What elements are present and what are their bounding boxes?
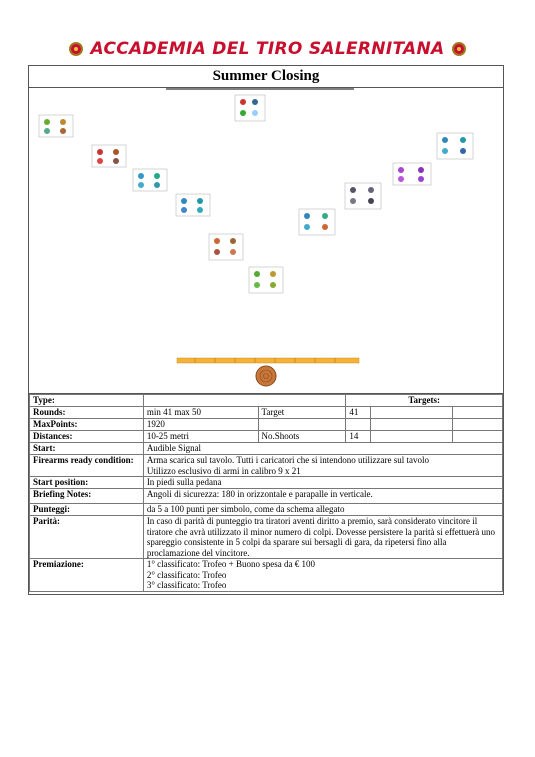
distances-label: Distances: bbox=[30, 431, 144, 443]
detail-row-rounds bbox=[30, 407, 503, 419]
punteggi-value: da 5 a 100 punti per simbolo, come da schema allegato bbox=[143, 504, 502, 516]
detail-row-start bbox=[30, 443, 503, 455]
rounds-label: Rounds: bbox=[30, 407, 144, 419]
empty-cell bbox=[453, 419, 503, 431]
empty-cell bbox=[453, 407, 503, 419]
empty-cell bbox=[346, 419, 371, 431]
prize-line: 2° classificato: Trofeo bbox=[146, 569, 227, 580]
detail-row-punteggi bbox=[30, 504, 503, 516]
type-value bbox=[143, 395, 346, 407]
detail-row-parita bbox=[30, 516, 503, 559]
noshoots-value: 14 bbox=[346, 431, 371, 443]
distances-value: 10-25 metri bbox=[143, 431, 258, 443]
parita-label: Parità: bbox=[30, 516, 144, 559]
maxpoints-label: MaxPoints: bbox=[30, 419, 144, 431]
punteggi-label: Punteggi: bbox=[30, 504, 144, 516]
target-group bbox=[345, 183, 381, 209]
detail-row-briefing bbox=[30, 489, 503, 504]
stage-diagram bbox=[29, 87, 503, 394]
target-group bbox=[176, 194, 210, 216]
startpos-label: Start position: bbox=[30, 477, 144, 489]
premiazione-label: Premiazione: bbox=[30, 559, 144, 592]
rounds-value: min 41 max 50 bbox=[143, 407, 258, 419]
academy-title: ACCADEMIA DEL TIRO SALERNITANA bbox=[90, 39, 445, 59]
firearms-value: Arma scarica sul tavolo. Tutti i caricatori che si intendono utilizzare sul tavolo Utilizzo esclusivo di armi in calibro 9 x 21 bbox=[143, 455, 502, 477]
stage-details-table bbox=[29, 394, 503, 592]
start-position-icon bbox=[256, 366, 276, 386]
firing-line bbox=[177, 358, 359, 363]
empty-cell bbox=[371, 407, 453, 419]
detail-row-type bbox=[30, 395, 503, 407]
target-group bbox=[437, 133, 473, 159]
target-group bbox=[92, 145, 126, 167]
detail-row-startpos bbox=[30, 477, 503, 489]
stage-title-row bbox=[29, 66, 503, 88]
start-label: Start: bbox=[30, 443, 144, 455]
target-value: 41 bbox=[346, 407, 371, 419]
startpos-value: In piedi sulla pedana bbox=[143, 477, 502, 489]
academy-logo-icon bbox=[452, 42, 466, 56]
start-value: Audible Signal bbox=[143, 443, 502, 455]
target-group bbox=[393, 163, 431, 185]
target-group bbox=[209, 234, 243, 260]
prize-line: 1° classificato: Trofeo + Buono spesa da € 100 bbox=[146, 559, 315, 569]
targets-label: Targets: bbox=[346, 395, 503, 407]
stage-sheet bbox=[28, 65, 504, 595]
detail-row-maxpoints bbox=[30, 419, 503, 431]
parita-value: In caso di parità di punteggio tra tiratori aventi diritto a premio, sarà considerato vincitore il tiratore che avrà utilizzato il minor numero di colpi. Dovesse persistere la parità si effettuerà uno spareggio consistente in 5 colpi da sparare sui bersagli di gara, da ripetersi fino alla proclamazione del vincitore. bbox=[143, 516, 502, 559]
stage-title: Summer Closing bbox=[212, 68, 320, 84]
target-group bbox=[133, 169, 167, 191]
target-group bbox=[235, 95, 265, 121]
stage-diagram-svg bbox=[29, 87, 503, 393]
premiazione-value bbox=[143, 559, 502, 592]
target-group bbox=[39, 115, 73, 137]
empty-cell bbox=[371, 419, 453, 431]
target-group bbox=[299, 209, 335, 235]
noshoots-label: No.Shoots bbox=[258, 431, 346, 443]
detail-row-firearms bbox=[30, 455, 503, 477]
empty-cell bbox=[453, 431, 503, 443]
briefing-label: Briefing Notes: bbox=[30, 489, 144, 504]
target-label: Target bbox=[258, 407, 346, 419]
academy-header bbox=[0, 38, 535, 60]
empty-cell bbox=[371, 431, 453, 443]
target-group bbox=[249, 267, 283, 293]
detail-row-distances bbox=[30, 431, 503, 443]
briefing-value: Angoli di sicurezza: 180 in orizzontale e parapalle in verticale. bbox=[143, 489, 502, 504]
prize-line: 3° classificato: Trofeo bbox=[146, 580, 227, 590]
type-label: Type: bbox=[30, 395, 144, 407]
detail-row-premiazione bbox=[30, 559, 503, 592]
academy-logo-icon bbox=[69, 42, 83, 56]
maxpoints-value: 1920 bbox=[143, 419, 258, 431]
firearms-label: Firearms ready condition: bbox=[30, 455, 144, 477]
empty-cell bbox=[258, 419, 346, 431]
